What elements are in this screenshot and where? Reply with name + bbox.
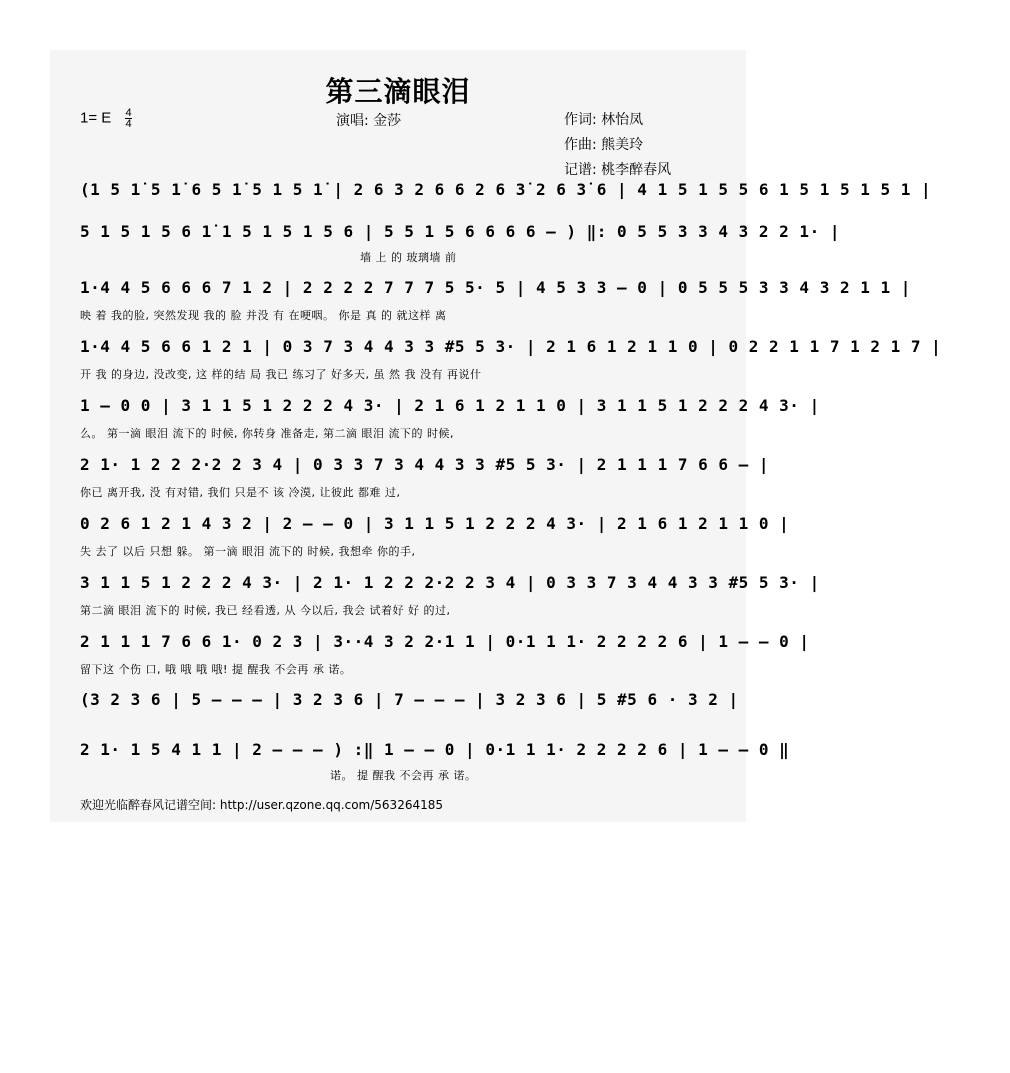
time-signature [125, 108, 131, 129]
notation-line-10: (3 2 3 6 | 5 – – – | 3 2 3 6 | 7 – – – | 3 2 3 6 | 5 #5 6 · 3 2 | [80, 690, 739, 709]
lyric-line-5: 么。 第一滴 眼泪 流下的 时候, 你转身 准备走, 第二滴 眼泪 流下的 时候, [80, 427, 454, 440]
time-top: 4 [125, 107, 132, 119]
lyric-line-4: 开 我 的身边, 没改变, 这 样的结 局 我已 练习了 好多天, 虽 然 我 没有 再说什 [80, 368, 482, 381]
lyric-line-11: 诺。 提 醒我 不会再 承 诺。 [330, 769, 477, 782]
transcriber-credit: 记谱: 桃李醉春风 [564, 162, 672, 178]
lyricist-credit: 作词: 林怡凤 [564, 112, 644, 128]
notation-line-2: 5 1 5 1 5 6 1̇ 1 5 1 5 1 5 6 | 5 5 1 5 6 6 6 6 – ) ‖: 0 5 5 3 3 4 3 2 2 1· | [80, 222, 840, 241]
time-bottom: 4 [125, 118, 132, 130]
notation-line-6: 2 1· 1 2 2 2·2 2 3 4 | 0 3 3 7 3 4 4 3 3 #5 5 3· | 2 1 1 1 7 6 6 – | [80, 455, 770, 474]
key-signature [80, 108, 132, 129]
song-title: 第三滴眼泪 [325, 75, 471, 108]
lyric-line-2: 墙 上 的 玻璃墙 前 [360, 251, 457, 264]
credits-block [564, 108, 671, 183]
footer-credit: 欢迎光临醉春风记谱空间: http://user.qzone.qq.com/563264185 [80, 798, 444, 812]
notation-line-7: 0 2 6 1 2 1 4 3 2 | 2 – – 0 | 3 1 1 5 1 2 2 2 4 3· | 2 1 6 1 2 1 1 0 | [80, 514, 790, 533]
key-label: 1= E [80, 109, 112, 127]
composer-credit: 作曲: 熊美玲 [564, 137, 644, 153]
singer-credit: 演唱: 金莎 [336, 113, 402, 129]
lyric-line-6: 你已 离开我, 没 有对错, 我们 只是不 该 冷漠, 让彼此 都难 过, [80, 486, 401, 499]
lyric-line-7: 失 去了 以后 只想 躲。 第一滴 眼泪 流下的 时候, 我想牵 你的手, [80, 545, 416, 558]
lyric-line-9: 留下这 个伤 口, 哦 哦 哦 哦! 提 醒我 不会再 承 诺。 [80, 663, 352, 676]
lyric-line-8: 第二滴 眼泪 流下的 时候, 我已 经看透, 从 今以后, 我会 试着好 好 的过, [80, 604, 451, 617]
notation-line-3: 1·4 4 5 6 6 6 7 1 2 | 2 2 2 2 7 7 7 5 5· 5 | 4 5 3 3 – 0 | 0 5 5 5 3 3 4 3 2 1 1 | [80, 278, 911, 297]
notation-line-8: 3 1 1 5 1 2 2 2 4 3· | 2 1· 1 2 2 2·2 2 3 4 | 0 3 3 7 3 4 4 3 3 #5 5 3· | [80, 573, 820, 592]
notation-line-4: 1·4 4 5 6 6 1 2 1 | 0 3 7 3 4 4 3 3 #5 5 3· | 2 1 6 1 2 1 1 0 | 0 2 2 1 1 7 1 2 1 7 | [80, 337, 942, 356]
notation-line-9: 2 1 1 1 7 6 6 1· 0 2 3 | 3··4 3 2 2·1 1 | 0·1 1 1· 2 2 2 2 6 | 1 – – 0 | [80, 632, 810, 651]
notation-line-1: (1 5 1̇ 5 1̇ 6 5 1̇ 5 1 5 1̇ | 2 6 3 2 6 6 2 6 3̇ 2 6 3̇ 6 | 4 1 5 1 5 5 6 1 5 1 5 1 5 1 | [80, 180, 932, 199]
lyric-line-3: 映 着 我的脸, 突然发现 我的 脸 并没 有 在哽咽。 你是 真 的 就这样 离 [80, 309, 447, 322]
notation-line-5: 1 – 0 0 | 3 1 1 5 1 2 2 2 4 3· | 2 1 6 1 2 1 1 0 | 3 1 1 5 1 2 2 2 4 3· | [80, 396, 820, 415]
score-sheet [50, 50, 942, 822]
notation-line-11: 2 1· 1 5 4 1 1 | 2 – – – ) :‖ 1 – – 0 | 0·1 1 1· 2 2 2 2 6 | 1 – – 0 ‖ [80, 740, 790, 759]
